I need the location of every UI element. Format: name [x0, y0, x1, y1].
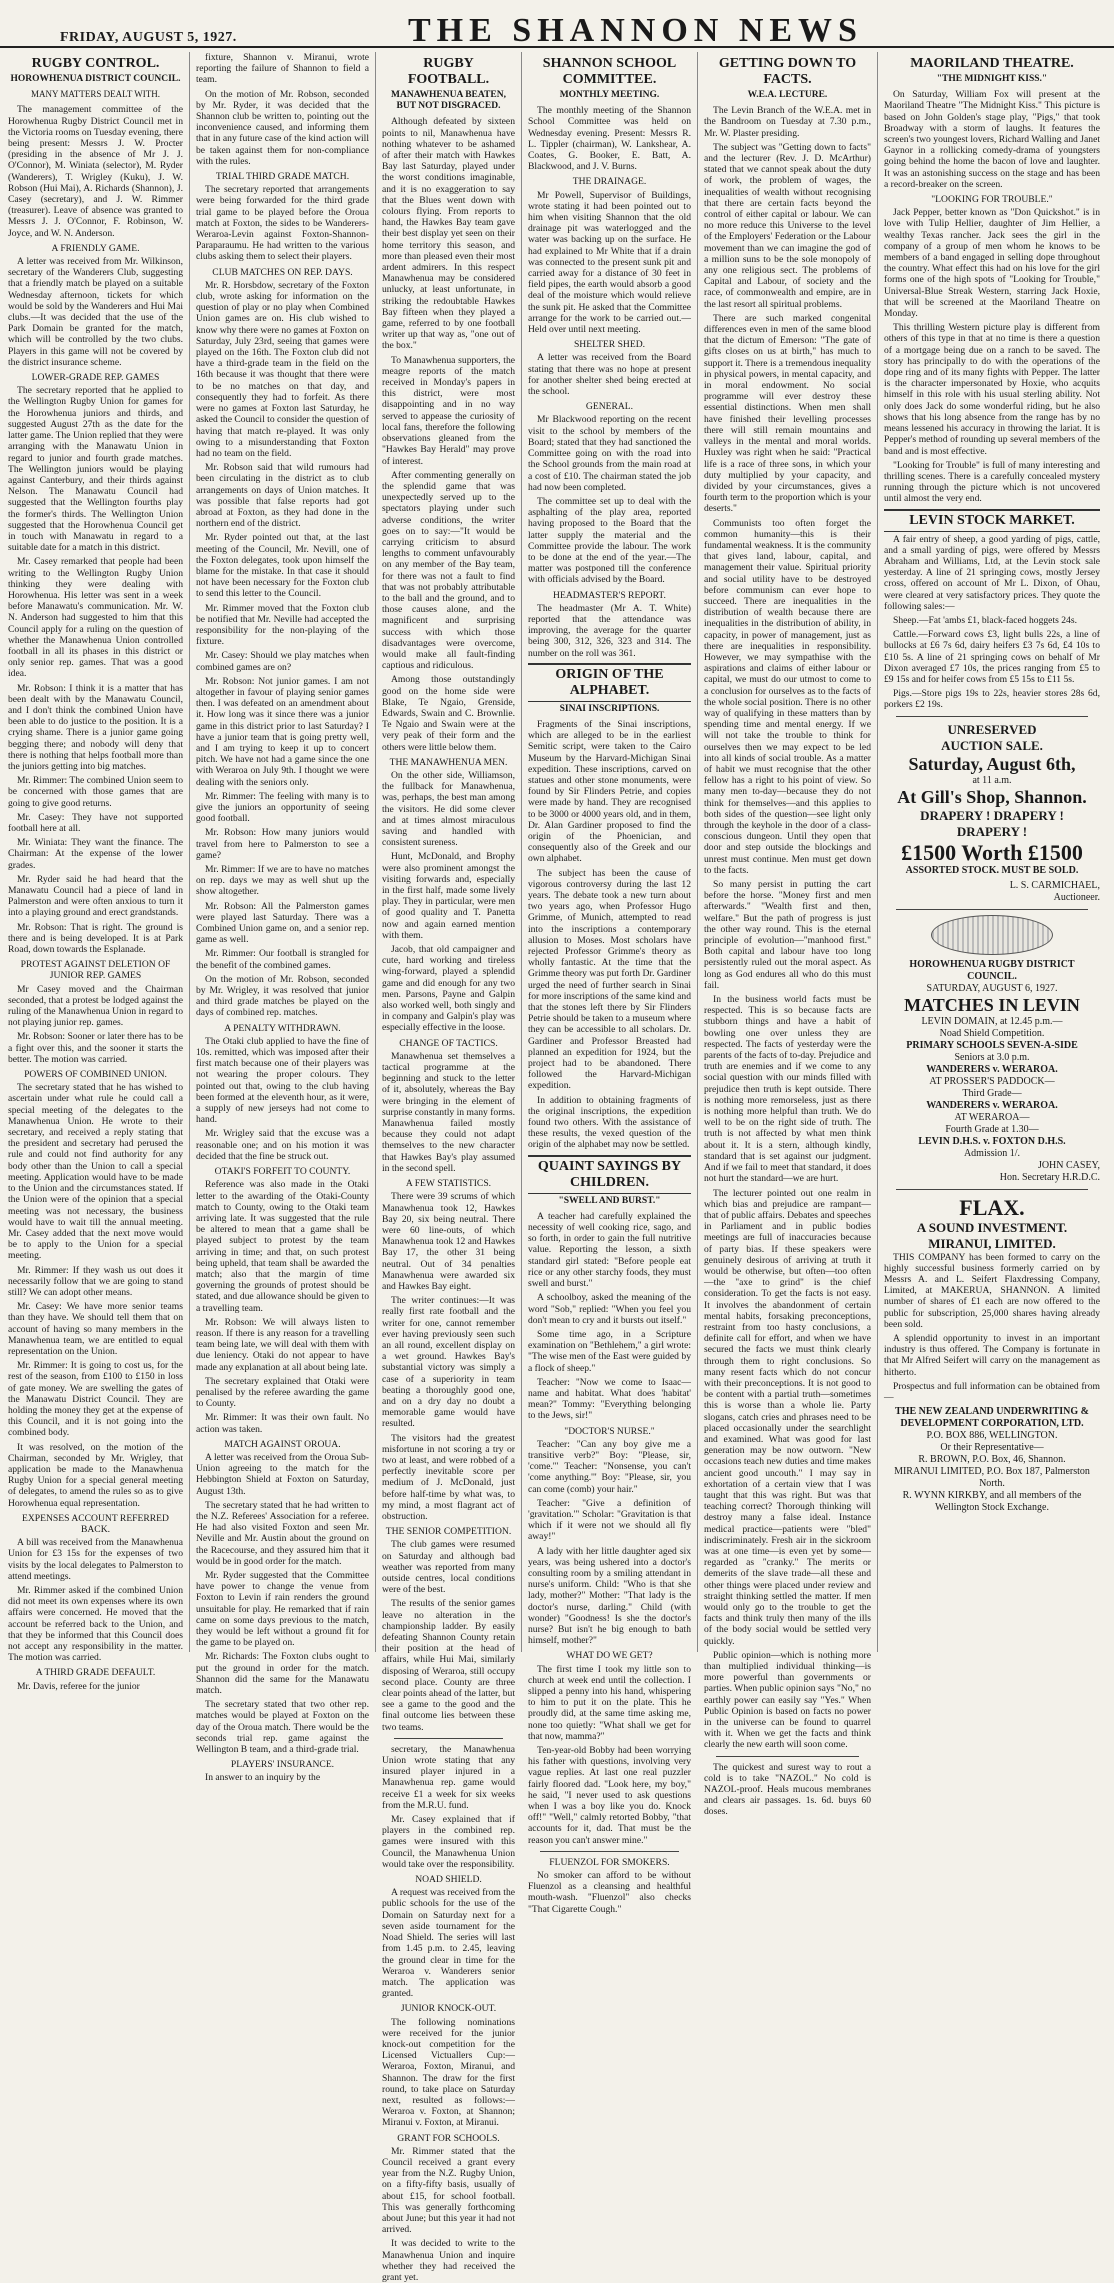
paragraph: A letter was received from Mr. Wilkinson, secretary of the Wanderers Club, suggesting that a friendly match be played on a suitable Wednesday afternoon, tickets for which would be sold by the Wanderers and Hui Mai clubs.—It was decided that the use of the Park Domain be granted for the match, which will be controlled by the two clubs. Players in this game will not be covered by the district insurance scheme.	[8, 256, 183, 368]
ad-line: R. WYNN KIRKBY, and all members of the Wellington Stock Exchange.	[902, 1490, 1082, 1514]
ad-line: WANDERERS v. WERAROA.	[926, 1099, 1058, 1111]
paragraph: Mr. Ryder pointed out that, at the last meeting of the Council, Mr. Nevill, one of the Foxton delegates, took upon himself the blame for the mistake. In that case it should not have been necessary for the Foxton club to send this letter to the Council.	[196, 532, 369, 600]
paragraph: The results of the senior games leave no alteration in the championship ladder. By easily defeating Shannon County retain their position at the head of affairs, while Hui Mai, similarly disposing of Weraroa, still occupy second place. County are three clear points ahead of the latter, but see a game to the good and the final outcome lies between these two teams.	[382, 1598, 515, 1733]
paragraph: THIS COMPANY has been formed to carry on the highly successful business formerly carried on by Messrs A. and L. Seifert Flaxdressing Company, Limited, at MAKERUA, SHANNON. A limited number of shares of £1 each are now offered to the public for subscription, 25,000 shares having already been sold.	[884, 1251, 1100, 1330]
paragraph: Mr. Robson said that wild rumours had been circulating in the district as to club arrangements on days of Union matches. It was possible that false reports had got abroad at Foxton, as they had done in the northern end of the district.	[196, 462, 369, 530]
ad-line: Seniors at 3.0 p.m.	[954, 1051, 1030, 1063]
paragraph: Among those outstandingly good on the home side were Blake, Te Ngaio, Grenside, Edwards, Swain and C. Brownlie. Te Ngaio and Swain were at the very peak of their form and the others were little below them.	[382, 674, 515, 753]
section-heading: POWERS OF COMBINED UNION.	[24, 1069, 167, 1081]
paragraph: Mr. Rimmer: The feeling with many is to give the juniors an opportunity of seeing good football.	[196, 790, 369, 825]
article-headline: MAORILAND THEATRE.	[910, 56, 1074, 71]
divider	[896, 1189, 1088, 1190]
paragraph: Mr Blackwood reporting on the recent visit to the school by members of the Board; stated that they had sanctioned the Committee going on with the road into the School grounds from the main road at a cost of £10. The chairman stated the job had now been completed.	[528, 414, 691, 493]
ad-line: Noad Shield Competition.	[939, 1027, 1045, 1039]
paragraph: The subject has been the cause of vigorous controversy during the last 12 years. The debate took a new turn about two years ago, when Professor Hugo Grimme, of Munich, attempted to read into the inscriptions a contemporary allusion to Moses. Most scholars have rejected Professor Grimme's theory as wholly fantastic. At the time that the Grimme theory was put forth Dr. Gardiner urged the need of further search in Sinai for more inscriptions of the same kind and that the stones left there by Sir Flinders Petrie should be taken to a museum where they can be accessible to all scholars. Dr. Gardiner and Professor Breasted had planned an expedition for 1924, but the project had to be abandoned. There followed the Harvard-Michigan expedition.	[528, 867, 691, 1092]
paragraph: Jacob, that old campaigner and cute, hard working and tireless wing-forward, played a splendid game and did enough for any two men. Parsons, Payne and Galpin also worked well, both singly and in company and Galpin's play was especially effective in the loose.	[382, 944, 515, 1034]
article-subhead: HOROWHENUA DISTRICT COUNCIL.	[10, 74, 181, 84]
section-heading: A FRIENDLY GAME.	[51, 242, 140, 254]
paragraph: In addition to obtaining fragments of the original inscriptions, the expedition found two others. With the assistance of these results, the vexed question of the origin of the alphabet may now be settled.	[528, 1094, 691, 1151]
paragraph: There were 39 scrums of which Manawhenua took 12, Hawkes Bay 20, six being neutral. There were 60 line-outs, of which Manawhenua took 12 and Hawkes Bay 17, the other 31 being neutral. Out of 34 penalties Manawhenua were awarded six and Hawkes Bay eight.	[382, 1191, 515, 1292]
paragraph: Mr. Richards: The Foxton clubs ought to put the ground in order for the match. Shannon did the same for the Manawatu match.	[196, 1651, 369, 1697]
column-1	[8, 52, 190, 1692]
section-heading: EXPENSES ACCOUNT REFERRED BACK.	[22, 1512, 169, 1535]
paragraph: A bill was received from the Manawhenua Union for £3 15s for the expenses of two visits by the local delegates to Palmerston to attend meetings.	[8, 1537, 183, 1582]
paragraph: Manawhenua set themselves a tactical programme at the beginning and stuck to the letter of it, absolutely, whereas the Bay were bringing in the element of surprise constantly in many forms. Manawhenua failed mostly because they could not adapt themselves to the new character that Hawkes Bay's play assumed in the second spell.	[382, 1050, 515, 1174]
paragraph: Mr. Rimmer: The combined Union seem to be concerned with those games that are going to give good returns.	[8, 775, 183, 809]
paragraph: Communists too often forget the common humanity—this is their fundamental weakness. It is the community that gives land, labour, capital, and management their value. Spiritual priority and social utility have to be destroyed before communism can ever hope to succeed. There are inequalities in the distribution of wealth because there are inequalities in the distribution of ability, in capacity, in power of management, just as there are inequalities in responsibility. However, we may sympathise with the aspirations and claims of either labour or capital, we must do our utmost to come to a conclusion for ourselves as to the facts of the whole social position. There is no other way of qualifying in these matters than by spending time and mental energy. If we will not take the trouble to think for ourselves then we may expect to be led into all kinds of social trouble. As a matter of habit we must recognise that the other fellow has a right to his point of view. So many men to-day—because they do not think for themselves—and this applies to both sides of the question—see light only through the keyhole in the door of a class-conscious dungeon. Until they open that door and step outside the blockings and unrest must continue. Men must get down to the facts.	[704, 517, 871, 876]
article-headline: QUAINT SAYINGS BY CHILDREN.	[528, 1155, 691, 1194]
paragraph: The secretary reported that he applied to the Wellington Rugby Union for games for the Horowhenua juniors and thirds, and suggested August 27th as the date for the latter game. The Union replied that they were arranging with the Manawatu Union in regard to junior and fourth grade matches. The Wellington juniors would be playing against Canterbury, and their thirds against Nelson. The Manawatu Council had suggested that the Wellington fourths play the former's thirds. The Wellington Union suggested that the Horowhenua Council get in touch with Manawatu in regard to a suitable date for a match in this district.	[8, 385, 183, 554]
section-heading: TRIAL THIRD GRADE MATCH.	[215, 171, 350, 183]
paragraph: In the business world facts must be respected. This is so because facts are stubborn things and have a habit of bowling one over unless they are respected. The facts of yesterday were the parents of the facts of to-day. Prejudice and truth are enemies and if we come to any social question with our minds filled with prejudice then truth is kept outside. There is nothing more remorseless, just as there is nothing more helpful than truth. We do well to be on the right side of truth. The truth is not affected by what men think about it. It is a stern, although kindly, standard that is set against our judgment. And if we fail to meet that standard, it does not hurt the standard—we are hurt.	[704, 994, 871, 1185]
section-heading: MATCH AGAINST OROUA.	[224, 1438, 341, 1450]
paragraph: No smoker can afford to be without Fluenzol as a cleansing and healthful mouth-wash. "Fluenzol" also checks "That Cigarette Cough."	[528, 1870, 691, 1915]
paragraph: Cattle.—Forward cows £3, light bulls 22s, a line of bullocks at £6 7s 6d, dairy heifers £3 7s 6d, £4 10s to £10 5s. A line of 21 springing cows on behalf of Mr Dixon averaged £7 10s, the prices ranging from £5 to £9 15s and for heifer cows from £5 15s to £11 5s.	[884, 629, 1100, 685]
flax-contacts	[884, 1406, 1100, 1514]
column-4	[528, 52, 698, 1915]
paragraph: There are such marked congenital differences even in men of the same blood that the dictum of Emerson: "The gate of gifts closes on us at birth," has much to support it. There is a tremendous inequality in physical powers, in mental capacity, and in moral endowment. No social programme will ever destroy these essential distinctions. When men shall have finished their levelling processes there will still remain mountains and valleys in the mental and moral worlds. Huxley was right when he said: "Practical life is a race of three sons, in which your duty multiplied by your capacity, and divided by your circumstances, gives a fourth term to the proportion which is your deserts."	[704, 312, 871, 515]
ad-line: THE NEW ZEALAND UNDERWRITING & DEVELOPMENT CORPORATION, LTD.	[895, 1406, 1089, 1430]
ad-line: P.O. BOX 886, WELLINGTON.	[926, 1430, 1058, 1442]
section-heading: THE MANAWHENUA MEN.	[389, 756, 508, 768]
ad-line: FLAX.	[959, 1194, 1025, 1220]
paragraph: The following nominations were received for the junior knock-out competition for the Licensed Victuallers Cup:—Weraroa, Foxton, Miranui, and Shannon. The draw for the first round, to take place on Saturday next, resulted as follows:—Weraroa v. Foxton, at Shannon; Miranui v. Foxton, at Miranui.	[382, 2016, 515, 2129]
paragraph: The headmaster (Mr A. T. White) reported that the attendance was improving, the average for the quarter being 300, 312, 326, 323 and 314. The number on the roll was 361.	[528, 602, 691, 659]
paragraph: Ten-year-old Bobby had been worrying his father with questions, involving very vague replies. At last one real puzzler fairly floored dad. "Look here, my boy," he said, "I never used to ask questions when I was a boy like you do. Knock off!" "Well," calmly retorted Bobby, "that accounts for it, dad. That must be the reason you can't answer mine."	[528, 1745, 691, 1846]
paragraph: Some time ago, in a Scripture examination on "Bethlehem," a girl wrote: "The wise men of the East were guided by a flock of sheep."	[528, 1328, 691, 1374]
rugby-matches-advertisement	[884, 915, 1100, 1184]
paragraph: In answer to an inquiry by the	[205, 1772, 321, 1784]
article-headline: LEVIN STOCK MARKET.	[884, 509, 1100, 532]
paragraph: A letter was received from the Oroua Sub-Union agreeing to the match for the Hebbington Shield at Foxton on Saturday, August 13th.	[196, 1451, 369, 1497]
section-heading: HEADMASTER'S REPORT.	[553, 589, 666, 601]
divider	[896, 909, 1088, 910]
section-heading: A PENALTY WITHDRAWN.	[224, 1022, 341, 1034]
paragraph: The secretary explained that Otaki were penalised by the referee awarding the game to County.	[196, 1375, 369, 1410]
paragraph: The secretary stated that he has wished to ascertain under what rule he could call a special meeting of the delegates to the Manawhenua Union. He wrote to their secretary, and received a reply stating that the president and secretary had perused the rule and could not find authority for any body other than the Union to call a special meeting. Application would have to be made to the Union and the circumstances stated. If the Union were of the opinion that a special meeting was not necessary, the business would have to wait till the annual meeting. Mr. Casey added that the next move would be to apply to the Union for a special meeting.	[8, 1082, 183, 1262]
ad-line: MIRANUI, LIMITED.	[928, 1235, 1056, 1251]
paragraph: Mr. Winiata: They want the finance. The Chairman: At the expense of the lower grades.	[8, 837, 183, 871]
ad-line: PRIMARY SCHOOLS SEVEN-A-SIDE	[906, 1039, 1078, 1051]
paragraph: Mr. Casey: They have not supported football here at all.	[8, 811, 183, 834]
paragraph: Mr. Casey: Should we play matches when combined games are on?	[196, 650, 369, 673]
paragraph: Mr. Robson: Not junior games. I am not altogether in favour of playing senior games then. I was defeated on an amendment about it. How long was it since there was a junior game in this district prior to last Saturday? I have a junior team that is going pretty well, and I am trying to keep it up to concert pitch. We have not had a game since the one with Weraroa on July 9th. I thought we were dealing with the seniors only.	[196, 675, 369, 788]
ad-line: Hon. Secretary H.R.D.C.	[999, 1171, 1100, 1183]
ad-line: Admission 1/.	[963, 1147, 1021, 1159]
column-6	[884, 52, 1106, 1652]
divider	[540, 1851, 679, 1852]
paragraph: A splendid opportunity to invest in an important industry is thus offered. The Company is fortunate in that Mr Alfred Seifert will carry on the management as hitherto.	[884, 1332, 1100, 1378]
section-heading: OTAKI'S FORFEIT TO COUNTY.	[214, 1166, 351, 1178]
paragraph: The monthly meeting of the Shannon School Committee was held on Wednesday evening. Present: Messrs R. L. Tippler (chairman), W. Lankshear, A. Coates, G. Booker, E. Batt, A. Blackwood, and J. V. Burns.	[528, 105, 691, 173]
paragraph: Mr. Rimmer: Our football is strangled for the benefit of the combined games.	[196, 948, 369, 971]
paragraph: Mr. Casey explained that if players in the combined rep. games were insured with this Council, the Manawhenua Union would take over the responsibility.	[382, 1814, 515, 1870]
ad-line: DRAPERY !	[956, 823, 1028, 839]
newspaper-title: THE SHANNON NEWS	[408, 12, 863, 49]
ad-line: At Gill's Shop, Shannon.	[897, 786, 1087, 807]
paragraph: The secretary reported that arrangements were being forwarded for the third grade trial game to be played before the Oroua match at Foxton, the sides to be Wanderers-Weraroa-Levin against Foxton-Shannon-Paraparaumu. He had written to the various clubs asking them to select their players.	[196, 184, 369, 263]
ad-line: at 11 a.m.	[972, 774, 1012, 786]
section-heading: A FEW STATISTICS.	[405, 1178, 492, 1190]
paragraph: The secretary stated that two other rep. matches would be played at Foxton on the day of the Oroua match. There would be the seconds trial rep. game against the Wellington B team, and a third-grade trial.	[196, 1699, 369, 1756]
ad-line: Third Grade—	[962, 1087, 1022, 1099]
paragraph: The Levin Branch of the W.E.A. met in the Bandroom on Tuesday at 7.30 p.m., Mr. W. Plaster presiding.	[704, 105, 871, 139]
section-heading: CHANGE OF TACTICS.	[399, 1037, 498, 1049]
ad-line: DRAPERY ! DRAPERY !	[920, 807, 1064, 823]
paragraph: Mr. Casey remarked that people had been writing to the Wellington Rugby Union thinking they were dealing with Horowhenua. His letter was sent in a week before Manawatu's communication. Mr. W. N. Anderson had suggested to him that this Council apply for a ruling on the question of whether the Manawhenua Union controlled football in all its phases in this district or only senior rep. games. That was a good idea.	[8, 556, 183, 680]
paragraph: "Looking for Trouble" is full of many interesting and thrilling scenes. There is a carefully concealed mystery running through the picture which is not uncovered until almost the very end.	[884, 459, 1100, 505]
paragraph: Mr. Ryder said he had heard that the Manawatu Council had a piece of land in Palmerston and were often anxious to turn it into a playing ground and erect grandstands.	[8, 873, 183, 919]
paragraph: So many persist in putting the cart before the horse. "Money first and men afterwards." "Wealth first and then, welfare." But the path of progress is just the other way round. This is the eternal principle of evolution—"manhood first." Both capital and labour have too long persistently ruled out the moral aspect. As long as God endures all who do this must fail.	[704, 879, 871, 991]
paragraph: Hunt, McDonald, and Brophy were also prominent amongst the visiting forwards and, especially in the first half, made some lively play. They in particular, were men of good quality and T. Panetta now and again earned mention with them.	[382, 851, 515, 941]
paragraph: Mr. Ryder suggested that the Committee have power to change the venue from Foxton to Levin if rain renders the ground unsuitable for play. He remarked that if rain came on some days previous to the match, they would be left without a ground fit for the game to be played on.	[196, 1570, 369, 1649]
divider	[896, 716, 1088, 717]
ad-line: Auctioneer.	[1053, 891, 1100, 903]
paragraph: It was decided to write to the Manawhenua Union and inquire whether they had received the grant yet.	[382, 2238, 515, 2283]
rugby-ball-emblem-icon	[931, 915, 1053, 955]
paragraph: On the motion of Mr. Robson, seconded by Mr. Ryder, it was decided that the Shannon club be written to, pointing out the inconvenience caused, and informing them that in any future case of the kind action will be taken against them for non-compliance with the rules.	[196, 88, 369, 167]
column-3	[382, 52, 522, 2283]
column-5	[704, 52, 878, 1818]
paragraph: Mr Powell, Supervisor of Buildings, wrote stating it had been pointed out to him when visiting Shannon that the old drainage pit was waterlogged and the water was backing up on the surface. He had explained to Mr White that if a drain was connected to the present sunk pit and carried away for a distance of 30 feet in field pipes, the earth would absorb a good deal of the moisture which would relieve the sunk pit. He asked that the Committee arrange for the work to be carried out.—Held over until next meeting.	[528, 189, 691, 336]
article-headline: RUGBY CONTROL.	[31, 56, 160, 71]
ad-line: £1500 Worth £1500	[901, 839, 1083, 865]
ad-line: Or their Representative—	[940, 1442, 1044, 1454]
paragraph: fixture, Shannon v. Miranui, wrote reporting the failure of Shannon to field a team.	[196, 52, 369, 86]
issue-date: FRIDAY, AUGUST 5, 1927.	[60, 30, 237, 45]
section-heading: THE SENIOR COMPETITION.	[385, 1526, 512, 1538]
ad-line: MATCHES IN LEVIN	[904, 994, 1080, 1015]
paragraph: Mr. R. Horsbdow, secretary of the Foxton club, wrote asking for information on the question of play or no play when Combined Union games are on. His club wished to know why there were no games at Foxton on Saturday, July 23rd, seeing that games were played on the 16th. The Foxton club did not have a third-grade team in the field on the 16th because it was thought that there were to be no matches on that day, and consequently they had to forfeit. As there were no games at Foxton last Saturday, he asked the Council to consider the question of having that match re-played. It was only owing to a misunderstanding that Foxton had no team on the field.	[196, 279, 369, 459]
ad-line: R. BROWN, P.O. Box, 46, Shannon.	[918, 1454, 1066, 1466]
section-heading: LOWER-GRADE REP. GAMES	[31, 372, 160, 384]
flax-investment-advertisement	[884, 1195, 1100, 1252]
paragraph: The visitors had the greatest misfortune in not scoring a try or two at least, and were robbed of a perfectly inevitable score per medium of J. McDonald, just before half-time by what was, to my mind, a most flagrant act of obstruction.	[382, 1432, 515, 1522]
paragraph: The subject was "Getting down to facts" and the lecturer (Rev. J. D. McArthur) stated that we cannot speak about the duty of work, the problem of wages, the inequalities of wealth without recognising that there are certain facts beyond the control of either capital or labour. We can no more reduce this Universe to the level of the Employers' Federation or the Labour movement than we can imagine the god of a million suns to be the sole monopoly of any one religious sect. The problems of Capital and Labour, of society and the race, of commonwealth and empire, are in the last resort all spiritual problems.	[704, 141, 871, 310]
paragraph: Sheep.—Fat 'ambs £1, black-faced hoggets 24s.	[893, 614, 1077, 626]
paragraph: Mr. Rimmer: If they wash us out does it necessarily follow that we are going to stand still? We can adopt other means.	[8, 1264, 183, 1298]
ad-line: WANDERERS v. WERAROA.	[926, 1063, 1058, 1075]
paragraph: Mr. Rimmer: It was their own fault. No action was taken.	[196, 1412, 369, 1435]
paragraph: A letter was received from the Board stating that there was no hope at present for another shelter shed being erected at the school.	[528, 352, 691, 398]
article-headline: RUGBY FOOTBALL.	[407, 56, 490, 87]
paragraph: Mr. Rimmer moved that the Foxton club be notified that Mr. Neville had accepted the responsibility for the non-playing of the fixture.	[196, 602, 369, 648]
paragraph: Mr. Casey: We have more senior teams than they have. We should tell them that on account of having so many members in the Manawhenua team, we are entitled to equal representation on the Union.	[8, 1301, 183, 1357]
paragraph: Pigs.—Store pigs 19s to 22s, heavier stores 28s 6d, porkers £2 19s.	[884, 688, 1100, 711]
article-subhead: MANAWHENUA BEATEN, BUT NOT DISGRACED.	[391, 90, 506, 112]
paragraph: A teacher had carefully explained the necessity of well cooking rice, sago, and so forth, in order to gain the full nutritive value. Reporting the lesson, a sixth standard girl stated: "Before people eat rice or any other starchy foods, they must swell and burst."	[528, 1210, 691, 1290]
section-heading: WHAT DO WE GET?	[566, 1650, 653, 1662]
divider	[716, 1756, 859, 1757]
paragraph: Prospectus and full information can be obtained from—	[884, 1380, 1100, 1403]
paragraph: The committee set up to deal with the asphalting of the play area, reported having proposed to the Board that the latter supply the material and the Committee provide the labour. The work to be done at the end of the year.—The matter was postponed till the conference with officials advised by the Board.	[528, 495, 691, 586]
ad-line: LEVIN D.H.S. v. FOXTON D.H.S.	[918, 1135, 1066, 1147]
paragraph: Public opinion—which is nothing more than multiplied individual thinking—is more powerful than governments or parties. When public opinion says "No," no earthly power can easily say "Yes." When Public Opinion is based on facts no power in the universe can be found to quarrel with it. When we get the facts and think clearly the new earth will soon come.	[704, 1649, 871, 1751]
paragraph: Fragments of the Sinai inscriptions, which are alleged to be in the earliest Semitic script, were taken to the Cairo Museum by the Harvard-Michigan Sinai expedition. These inscriptions, carved on statues and other stone monuments, were found by Sir Flinders Petrie, and copies were made by hand. They are recognised to be 3000 or 4000 years old, and in them, Dr. Alan Gardiner proposed to find the origin of the Phoenician, and consequently also of the Greek and our own alphabet.	[528, 718, 691, 865]
section-heading: CLUB MATCHES ON REP. DAYS.	[212, 266, 353, 278]
paragraph: Teacher: "Can any boy give me a transitive verb?" Boy: "Please, sir, 'come.'" Teacher: "Nonsense, you can't 'come anything.'" Boy: "Please, sir, you can come (comb) your hair."	[528, 1438, 691, 1495]
section-heading: SHELTER SHED.	[573, 339, 646, 351]
divider	[394, 1738, 503, 1739]
section-heading: GENERAL.	[585, 401, 634, 413]
ad-line: Saturday, August 6th,	[908, 753, 1076, 774]
article-headline: GETTING DOWN TO FACTS.	[718, 56, 857, 87]
paragraph: Mr. Davis, referee for the junior	[17, 1680, 140, 1692]
paragraph: This thrilling Western picture play is different from others of this type in that at no time is there a question of a mortgage being due on a ranch to be saved. The story has principally to do with the operations of the dope ring and of its many fights with Pepper. The latter is the character impersonated by Hoxie, who acquits himself in this role with his usual sterling ability. Not only does Jack do some wonderful riding, but he also shows that his long absence from the range has by no means lessened his accuracy in throwing the lariat. It is Pepper's method of rounding up several members of the band and is most effective.	[884, 322, 1100, 457]
column-2	[196, 52, 376, 1784]
paragraph: Mr. Robson: We will always listen to reason. If there is any reason for a travelling team being late, we will deal with them with due leniency. Otaki do not appear to have made any explanation at all about being late.	[196, 1316, 369, 1373]
paragraph: Jack Pepper, better known as "Don Quickshot." is in love with Tulip Hellier, daughter of Jim Hellier, a wealthy Texas rancher. Jack sees the girl in the company of a group of men whom he knows to be members of a band engaged in selling dope throughout the country. What effect this had on his love for the girl forms one of the high spots of "Looking for Trouble," Universal-Blue Streak Western, starring Jack Hoxie, that will be screened at the Maoriland Theatre on Monday.	[884, 207, 1100, 320]
article-subhead: "SWELL AND BURST."	[558, 1195, 661, 1206]
paragraph: To Manawhenua supporters, the meagre reports of the match received in Monday's papers in this district, were most disappointing and in no way served to appease the curiosity of local fans, therefore the following observations gleaned from the "Hawkes Bay Herald" may prove of interest.	[382, 354, 515, 467]
paragraph: The secretary stated that he had written to the N.Z. Referees' Association for a referee. He had also visited Foxton and seen Mr. Neville and Mr. Austin about the ground on the Racecourse, and they assured him that it would be in good order for the match.	[196, 1499, 369, 1567]
ad-line: LEVIN DOMAIN, at 12.45 p.m.—	[921, 1015, 1063, 1027]
paragraph: The quickest and surest way to rout a cold is to take "NAZOL." No cold is NAZOL-proof. Heals mucous membranes and clears air passages. 1s. 6d. buys 60 doses.	[704, 1761, 871, 1818]
paragraph: Mr. Robson: That is right. The ground is there and is being developed. It is at Park Road, down towards the Esplanade.	[8, 921, 183, 956]
article-headline: SHANNON SCHOOL COMMITTEE.	[542, 56, 677, 87]
section-heading: A THIRD GRADE DEFAULT.	[35, 1667, 156, 1679]
paragraph: A lady with her little daughter aged six years, was being ushered into a doctor's consulting room by a smiling attendant in nurse's uniform. Child: "Who is that she lady, mother?" Mother: "That lady is the doctor's nurse, darling." Child (with wonder) "Goodness! Is she the doctor's nurse? But isn't he big enough to bath himself, mother?"	[528, 1545, 691, 1647]
ad-line: ASSORTED STOCK. MUST BE SOLD.	[905, 864, 1079, 876]
article-subhead: W.E.A. LECTURE.	[747, 90, 828, 100]
article-subhead: MANY MATTERS DEALT WITH.	[30, 89, 160, 100]
paragraph: Reference was also made in the Otaki letter to the awarding of the Otaki-County match to County, owing to the Otaki team arriving late. It was suggested that the rule be altered to mean that a game shall be played subject to protest by the team arriving in time; and that, on such protest being upheld, that team shall be awarded the match; also that the margin of time governing the grounds of protest should be stated, and due allowance should be given to a travelling team.	[196, 1179, 369, 1314]
paragraph: Mr Casey moved and the Chairman seconded, that a protest be lodged against the ruling of the Manawhenua Union in regard to not playing junior rep. games.	[8, 983, 183, 1029]
paragraph: Mr. Rimmer: If we are to have no matches on rep. days we may as well shut up the show altogether.	[196, 864, 369, 898]
article-headline: ORIGIN OF THE ALPHABET.	[528, 663, 691, 702]
paragraph: Mr. Robson: All the Palmerston games were played last Saturday. There was a Combined Union game on, and a senior rep. game as well.	[196, 900, 369, 946]
ad-line: JOHN CASEY,	[1037, 1159, 1100, 1171]
paragraph: A schoolboy, asked the meaning of the word "Sob," replied: "When you feel you don't mean to cry and it bursts out itself."	[528, 1292, 691, 1326]
paragraph: The Otaki club applied to have the fine of 10s. remitted, which was imposed after their first match because one of their players was not wearing the proper colours. They pointed out that, owing to the club having been formed at the eleventh hour, as it were, a supply of new jerseys had not come to hand.	[196, 1035, 369, 1126]
paragraph: The first time I took my little son to church at week end until the collection. I slipped a penny into his hand, whispering to him to put it on the plate. This he proudly did, at the same time asking me, none too quietly: "What shall we get for that now, mamma?"	[528, 1663, 691, 1742]
paragraph: On the other side, Williamson, the fullback for Manawhenua, was, perhaps, the best man among the visitors. He did some clever and at times almost miraculous saving and handled with consistent sureness.	[382, 769, 515, 849]
ad-line: AUCTION SALE.	[941, 737, 1043, 753]
section-heading: PLAYERS' INSURANCE.	[230, 1759, 335, 1771]
section-heading: FLUENZOL FOR SMOKERS.	[549, 1856, 670, 1868]
paragraph: Mr. Robson: How many juniors would travel from here to Palmerston to see a game?	[196, 827, 369, 861]
paragraph: The lecturer pointed out one realm in which bias and prejudice are rampant—that of public affairs. Debates and speeches in Parliament and in public bodies meetings are full of inaccuracies because of party bias. If these speakers were genuinely desirous of arriving at truth it would be otherwise, but often—too often—the "axe to grind" is the chief consideration. To get the facts is not easy. It involves the abandonment of certain mental habits, forsaking preconceptions, restraint from too hasty conclusions, a definite call for effort, and when we have secured the facts we must think clearly through them to right conclusions. So many resent facts which do not concur with their preconceptions. It is not good to be content with a partial truth—sometimes this is worse than a whole lie. Party slogans, catch cries and phrases need to be placed occasionally under the searchlight and examined. What was good for last generation may be now outworn. "New occasions teach new duties and time makes ancient good uncouth." I may say in exhortation of a certain view that I was taught that this was right. But was that teaching correct? Thorough thinking will destroy many a false ideal. Instance medical practice—patients were "bled" indiscriminately. Fresh air in the sickroom was at one time—is even yet by some—regarded as "cranky." The merits or demerits of the slave trade—all these and other things were placed under review and straight thinking settled the matter. If men would only go to the trouble to get the facts and think truly then many of the ills of the body social would be settled very quickly.	[704, 1187, 871, 1647]
paragraph: Mr. Wrigley said that the excuse was a reasonable one; and on his motion it was decided that the fine be struck out.	[196, 1128, 369, 1162]
paragraph: Teacher: "Now we come to Isaac— name and habitat. What does 'habitat' mean?" Tommy: "Everything belonging to the Jews, sir!"	[528, 1376, 691, 1422]
ad-line: AT PROSSER'S PADDOCK—	[929, 1075, 1055, 1087]
ad-line: UNRESERVED	[947, 721, 1037, 737]
section-heading: "DOCTOR'S NURSE."	[564, 1425, 655, 1437]
section-heading: NOAD SHIELD.	[415, 1874, 482, 1886]
section-heading: THE DRAINAGE.	[572, 176, 647, 188]
section-heading: JUNIOR KNOCK-OUT.	[400, 2003, 497, 2015]
paragraph: Teacher: "Give a definition of 'gravitation.'" Scholar: "Gravitation is that which if it were not we should all fly away!"	[528, 1497, 691, 1543]
article-subhead: MONTHLY MEETING.	[559, 90, 660, 100]
ad-line: MIRANUI LIMITED, P.O. Box 187, Palmerston North.	[894, 1466, 1090, 1490]
paragraph: Although defeated by sixteen points to nil, Manawhenua have nothing whatever to be ashamed of after their match with Hawkes Bay last Saturday, played under the worst conditions imaginable, and it is no exaggeration to say that the Blues went down with colours flying. From reports to hand, the Hawkes Bay team gave their best display yet seen on their home territory this season, and more than pleased even their most ardent admirers. In this respect Manawhenua may be considered unlucky, at least unfortunate, in striking the redoubtable Hawkes Bay fifteen when they played a game, referred to by one football writer up that way as, "one out of the box."	[382, 116, 515, 352]
paragraph: On Saturday, William Fox will present at the Maoriland Theatre "The Midnight Kiss." This picture is based on John Golden's stage play, "Pigs," that took Broadway with a storm of laughs. It features the screen's two youngest lovers, Richard Walling and Janet Gaynor in a rollicking comedy-drama of youngsters going behind the home the bacon of love and laughter. It was an astonishing success on the stage and has been a record-breaker on the screen.	[884, 89, 1100, 190]
paragraph: The management committee of the Horowhenua Rugby District Council met in the Victoria rooms on Tuesday evening, there being present: Messrs J. W. Procter (presiding in the absence of Mr J. J. O'Connor), M. Winiata (selector), M. Ryder (Wanderers), T. Wrigley (Kuku), J. W. Robson (Hui Mai), A. Richards (Shannon), J. Casey (secretary), and J. W. Rimmer (treasurer). Leave of absence was granted to Messrs J. J. O'Connor, F. Robinson, W. Joyce, and W. N. Anderson.	[8, 104, 183, 239]
paragraph: secretary, the Manawhenua Union wrote stating that any insured player injured in a Manawhenua rep. game would receive £1 a week for six weeks from the M.R.U. fund.	[382, 1743, 515, 1811]
paragraph: After commenting generally on the splendid game that was unexpectedly served up to the spectators playing under such adverse conditions, the writer goes on to say:—"It would be carrying criticism to absurd lengths to comment unfavourably on any member of the Bay team, for there was not a fault to find that was not probably attributable to the ball and the ground, and to those causes alone, and the magnificent and surprising success with which those disadvantages were overcome, would make all fault-finding captious and ridiculous.	[382, 469, 515, 672]
ad-line: Fourth Grade at 1.30—	[945, 1123, 1039, 1135]
section-heading: PROTEST AGAINST DELETION OF JUNIOR REP. GAMES	[20, 959, 171, 982]
paragraph: It was resolved, on the motion of the Chairman, seconded by Mr. Wrigley, that application be made to the Manawhenua Rugby Union for a special general meeting of delegates, to amend the rules so as to give Horowhenua equal representation.	[8, 1441, 183, 1509]
ad-line: AT WERAROA—	[954, 1111, 1030, 1123]
ad-line: A SOUND INVESTMENT.	[916, 1219, 1068, 1235]
section-heading: "LOOKING FOR TROUBLE."	[931, 194, 1053, 206]
auction-advertisement	[884, 722, 1100, 904]
paragraph: On the motion of Mr. Robson, seconded by Mr. Wrigley, it was resolved that junior and third grade matches be played on the days of combined rep. matches.	[196, 973, 369, 1019]
article-subhead: SINAI INSCRIPTIONS.	[559, 703, 660, 714]
paragraph: The writer continues:—It was really first rate football and the writer for one, cannot remember ever having previously seen such an all round, excellent display on a wet ground. Hawkes Bay's substantial victory was simply a case of a superiority in team beating a thoroughly good one, and on a dry day no doubt a memorable game would have resulted.	[382, 1295, 515, 1430]
section-heading: GRANT FOR SCHOOLS.	[397, 2132, 500, 2144]
paragraph: Mr. Rimmer stated that the Council received a grant every year from the N.Z. Rugby Union, on a fifty-fifty basis, usually of about £15, for school football. This was generally forthcoming about June; but this year it had not arrived.	[382, 2145, 515, 2236]
ad-line: L. S. CARMICHAEL,	[1009, 879, 1100, 891]
paragraph: The club games were resumed on Saturday and although bad weather was reported from many outside centres, local conditions were of the best.	[382, 1539, 515, 1596]
paragraph: Mr. Robson: I think it is a matter that has been dealt with by the Manawatu Council, and I don't think the combined Union have been able to do justice to the position. It is a crying shame. There is a junior game going begging there; and nobody will deny that there is nothing that helps football more than the juniors getting into big matches.	[8, 682, 183, 772]
paragraph: A request was received from the public schools for the use of the Domain on Saturday next for a seven aside tournament for the Noad Shield. The series will last from 1.45 p.m. to 2.45, leaving the ground clear in time for the Weraroa v. Wanderers senior match. The application was granted.	[382, 1887, 515, 2000]
ad-line: HOROWHENUA RUGBY DISTRICT COUNCIL.	[909, 958, 1075, 982]
ad-line: SATURDAY, AUGUST 6, 1927.	[926, 982, 1058, 994]
paragraph: A fair entry of sheep, a good yarding of pigs, cattle, and a small yarding of pigs, were offered by Messrs Abraham and Williams, Ltd, at the Levin stock sale yesterday. A line of 21 springing cows, mostly Jersey cross, offered on account of Mr L. Dixon, of Ohau, were cleared at very satisfactory prices. They quote the following sales:—	[884, 533, 1100, 612]
paragraph: Mr. Robson: Sooner or later there has to be a fight over this, and the sooner it starts the better. The motion was carried.	[8, 1031, 183, 1065]
masthead	[0, 0, 1114, 48]
paragraph: Mr. Rimmer asked if the combined Union did not meet its own expenses where its own affairs were concerned. He moved that the account be referred back to the Union, and that they be informed that this Council does not accept any responsibility in the matter. The motion was carried.	[8, 1585, 183, 1664]
paragraph: Mr. Rimmer: It is going to cost us, for the rest of the season, from £100 to £150 in loss of gate money. We are swelling the gates of the Manawatu District Council. They are holding the money they get at the expense of this Council, and it is not going into the combined body.	[8, 1360, 183, 1439]
article-subhead: "THE MIDNIGHT KISS."	[936, 74, 1048, 84]
